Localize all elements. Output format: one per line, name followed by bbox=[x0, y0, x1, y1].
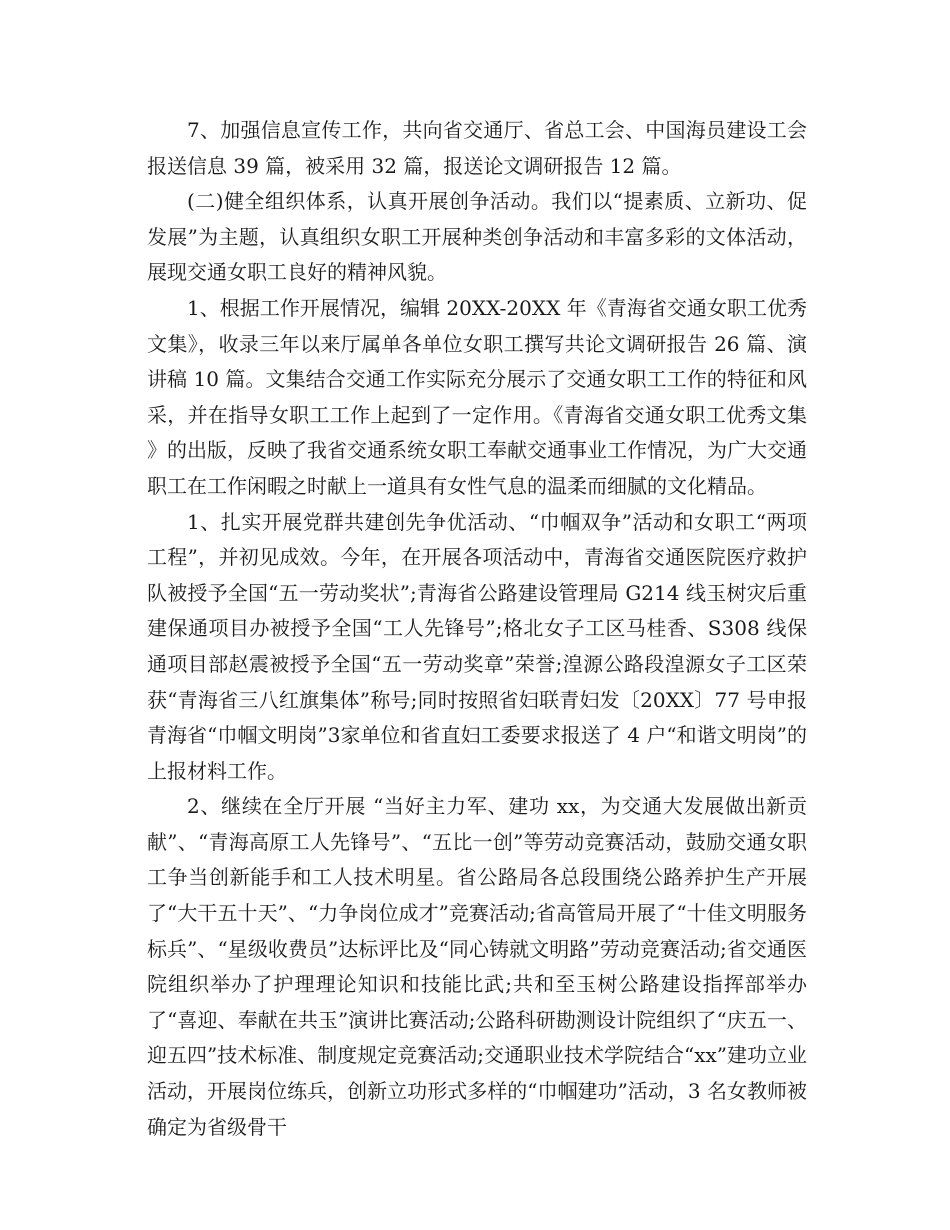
paragraph-item-1-anthology: 1、根据工作开展情况，编辑 20XX-20XX 年《青海省交通女职工优秀文集》，收录三年以来厅属单各单位女职工撰写共论文调研报告 26 篇、演讲稿 10 篇。文集结合交通工作实际充分展示了交通女职工工作的特征和风采，并在指导女职工工作上起到了一定作用。《青海省交通女职工优秀文集 》的出版，反映了我省交通系统女职工奉献交通事业工作情况，为广大交通职工在工作闲暇之时献上一道具有女性气息的温柔而细腻的文化精品。 bbox=[147, 295, 807, 498]
paragraph-item-7-publicity: 7、加强信息宣传工作，共向省交通厅、省总工会、中国海员建设工会报送信息 39 篇，被采用 32 篇，报送论文调研报告 12 篇。 bbox=[147, 118, 807, 178]
paragraph-item-2-labor-competition: 2、继续在全厅开展 “当好主力军、建功 xx，为交通大发展做出新贡献”、“青海高原工人先锋号”、“五比一创”等劳动竞赛活动，鼓励交通女职工争当创新能手和工人技术明星。省公路局各总段围绕公路养护生产开展了“大干五十天”、“力争岗位成才”竞赛活动;省高管局开展了“十佳文明服务标兵”、“星级收费员”达标评比及“同心铸就文明路”劳动竞赛活动;省交通医院组织举办了护理理论知识和技能比武;共和至玉树公路建设指挥部举办了“喜迎、奉献在共玉”演讲比赛活动;公路科研勘测设计院组织了“庆五一、迎五四”技术标准、制度规定竞赛活动;交通职业技术学院结合“xx”建功立业活动，开展岗位练兵，创新立功形式多样的“巾帼建功”活动，3 名女教师被确定为省级骨干 bbox=[147, 794, 807, 1139]
paragraph-section-2-heading: (二)健全组织体系，认真开展创争活动。我们以“提素质、立新功、促发展”为主题，认真组织女职工开展种类创争活动和丰富多彩的文体活动，展现交通女职工良好的精神风貌。 bbox=[147, 189, 807, 285]
paragraph-item-1-party-building: 1、扎实开展党群共建创先争优活动、“巾帼双争”活动和女职工“两项工程”，并初见成效。今年，在开展各项活动中，青海省交通医院医疗救护队被授予全国“五一劳动奖状”;青海省公路建设管理局 G214 线玉树灾后重建保通项目办被授予全国“工人先锋号”;格北女子工区马桂香、S308 线保通项目部赵震被授予全国“五一劳动奖章”荣誉;湟源公路段湟源女子工区荣获“青海省三八红旗集体”称号;同时按照省妇联青妇发〔20XX〕77 号申报青海省“巾帼文明岗”3家单位和省直妇工委要求报送了 4 户“和谐文明岗”的上报材料工作。 bbox=[147, 509, 807, 783]
document-body bbox=[147, 113, 807, 1145]
